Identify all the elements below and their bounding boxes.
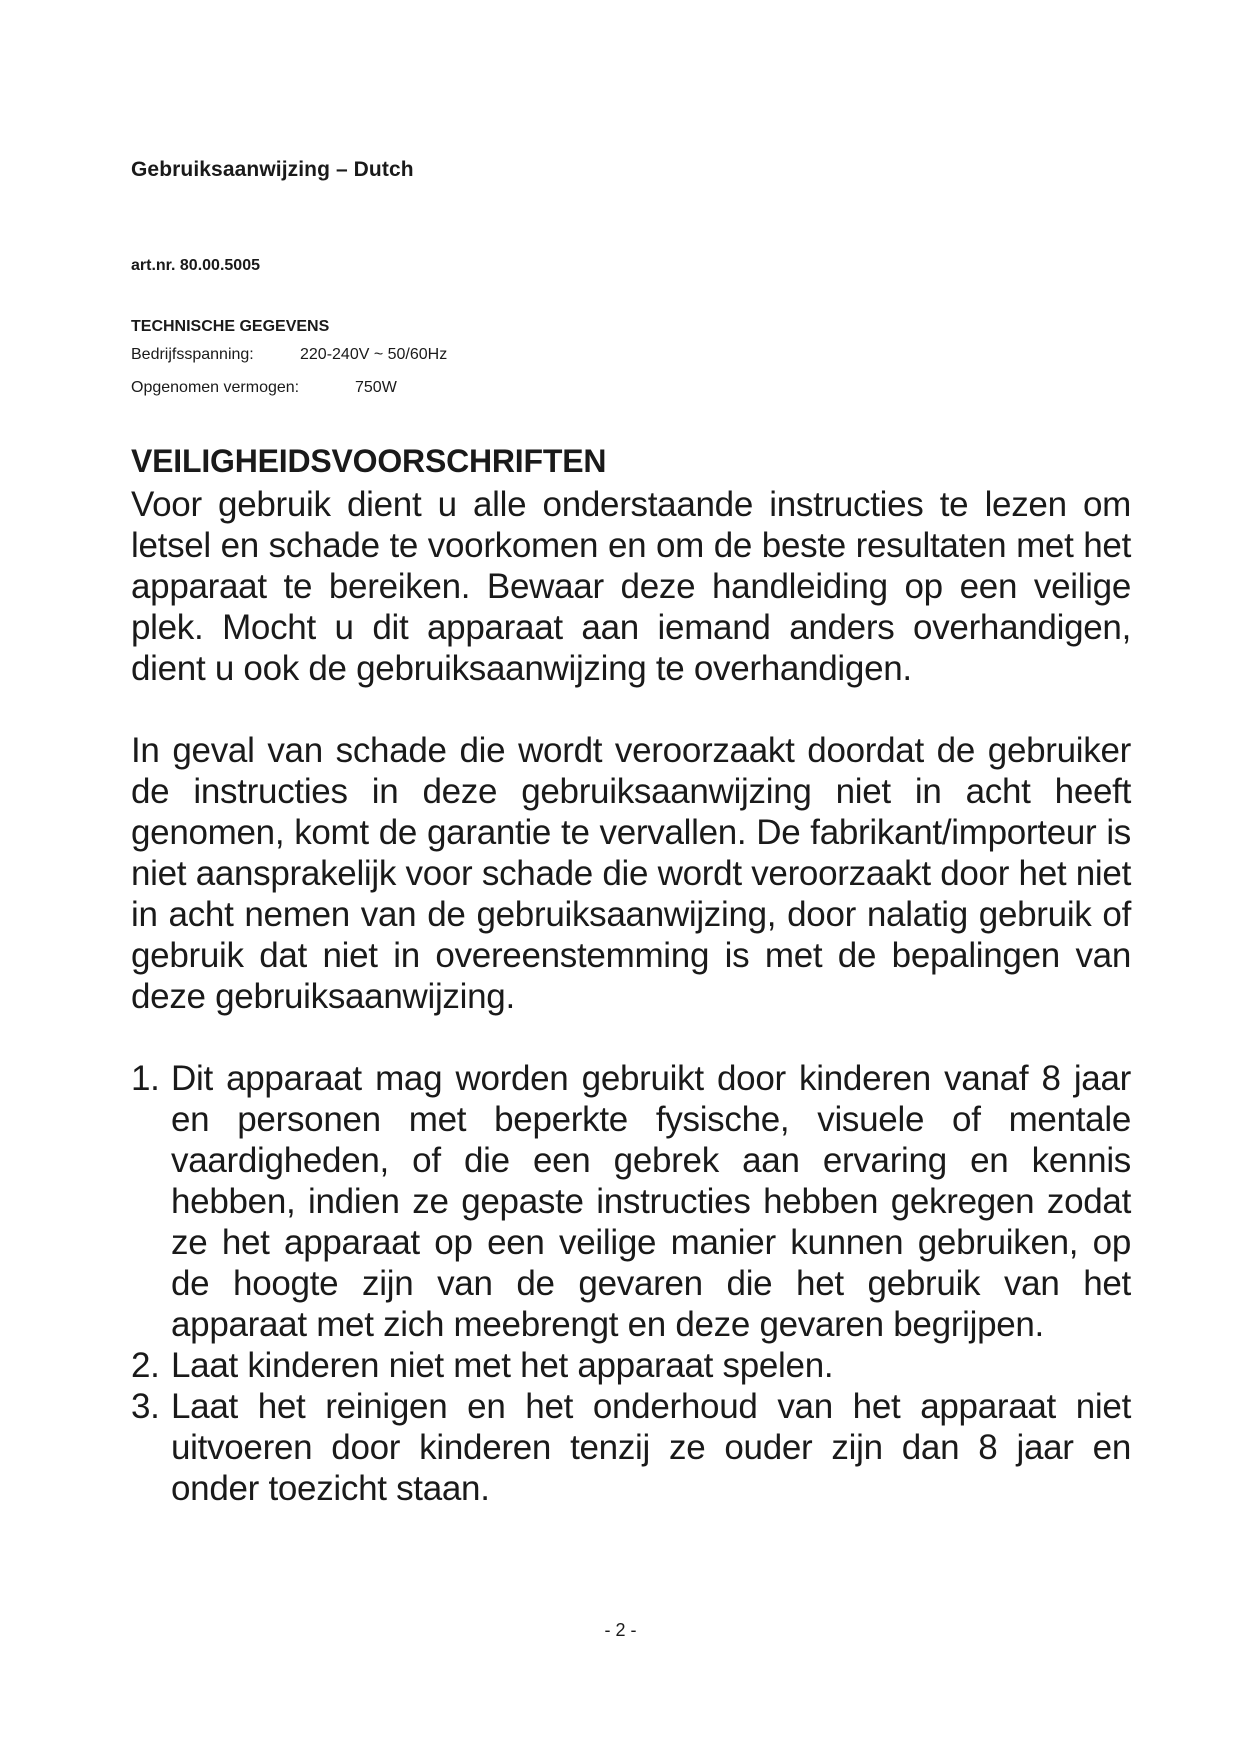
- spec-row-voltage: [131, 346, 447, 364]
- spec-value: 750W: [355, 379, 397, 396]
- document-title: Gebruiksaanwijzing – Dutch: [131, 158, 414, 181]
- spec-label: Bedrijfsspanning:: [131, 346, 254, 363]
- safety-paragraph-liability: In geval van schade die wordt veroorzaakt doordat de gebruiker de instructies in deze gebruiksaanwijzing niet in acht heeft genomen, komt de garantie te vervallen. De fabrikant/importeur is niet aansprakelijk voor schade die wordt veroorzaakt door het niet in acht nemen van de gebruiksaanwijzing, door nalatig gebruik of gebruik dat niet in overeenstemming is met de bepalingen van deze gebruiksaanwijzing.: [131, 731, 1131, 1016]
- technical-data-heading: TECHNISCHE GEGEVENS: [131, 318, 330, 335]
- safety-instructions-list: [131, 1058, 1131, 1509]
- list-item: [131, 1386, 1131, 1509]
- article-number: art.nr. 80.00.5005: [131, 257, 260, 274]
- safety-paragraph-intro: Voor gebruik dient u alle onderstaande instructies te lezen om letsel en schade te voorkomen en om de beste resultaten met het apparaat te bereiken. Bewaar deze handleiding op een veilige plek. Mocht u dit apparaat aan iemand anders overhandigen, dient u ook de gebruiksaanwijzing te overhandigen.: [131, 485, 1131, 688]
- list-item-number: 1.: [131, 1059, 160, 1098]
- spec-label: Opgenomen vermogen:: [131, 379, 300, 396]
- list-item-text: Laat kinderen niet met het apparaat spelen.: [171, 1346, 834, 1385]
- safety-heading: VEILIGHEIDSVOORSCHRIFTEN: [131, 443, 607, 479]
- list-item-number: 2.: [131, 1346, 160, 1385]
- list-item: [131, 1345, 1131, 1386]
- list-item-text: Dit apparaat mag worden gebruikt door kinderen vanaf 8 jaar en personen met beperkte fysische, visuele of mentale vaardigheden, of die een gebrek aan ervaring en kennis hebben, indien ze gepaste instructies hebben gekregen zodat ze het apparaat op een veilige manier kunnen gebruiken, op de hoogte zijn van de gevaren die het gebruik van het apparaat met zich meebrengt en deze gevaren begrijpen.: [171, 1059, 1131, 1344]
- list-item: [131, 1058, 1131, 1345]
- page-number: - 2 -: [604, 1620, 637, 1640]
- spec-row-power: [131, 379, 397, 397]
- list-item-text: Laat het reinigen en het onderhoud van het apparaat niet uitvoeren door kinderen tenzij ze ouder zijn dan 8 jaar en onder toezicht staan.: [171, 1387, 1131, 1508]
- spec-value: 220-240V ~ 50/60Hz: [300, 346, 448, 363]
- list-item-number: 3.: [131, 1387, 160, 1426]
